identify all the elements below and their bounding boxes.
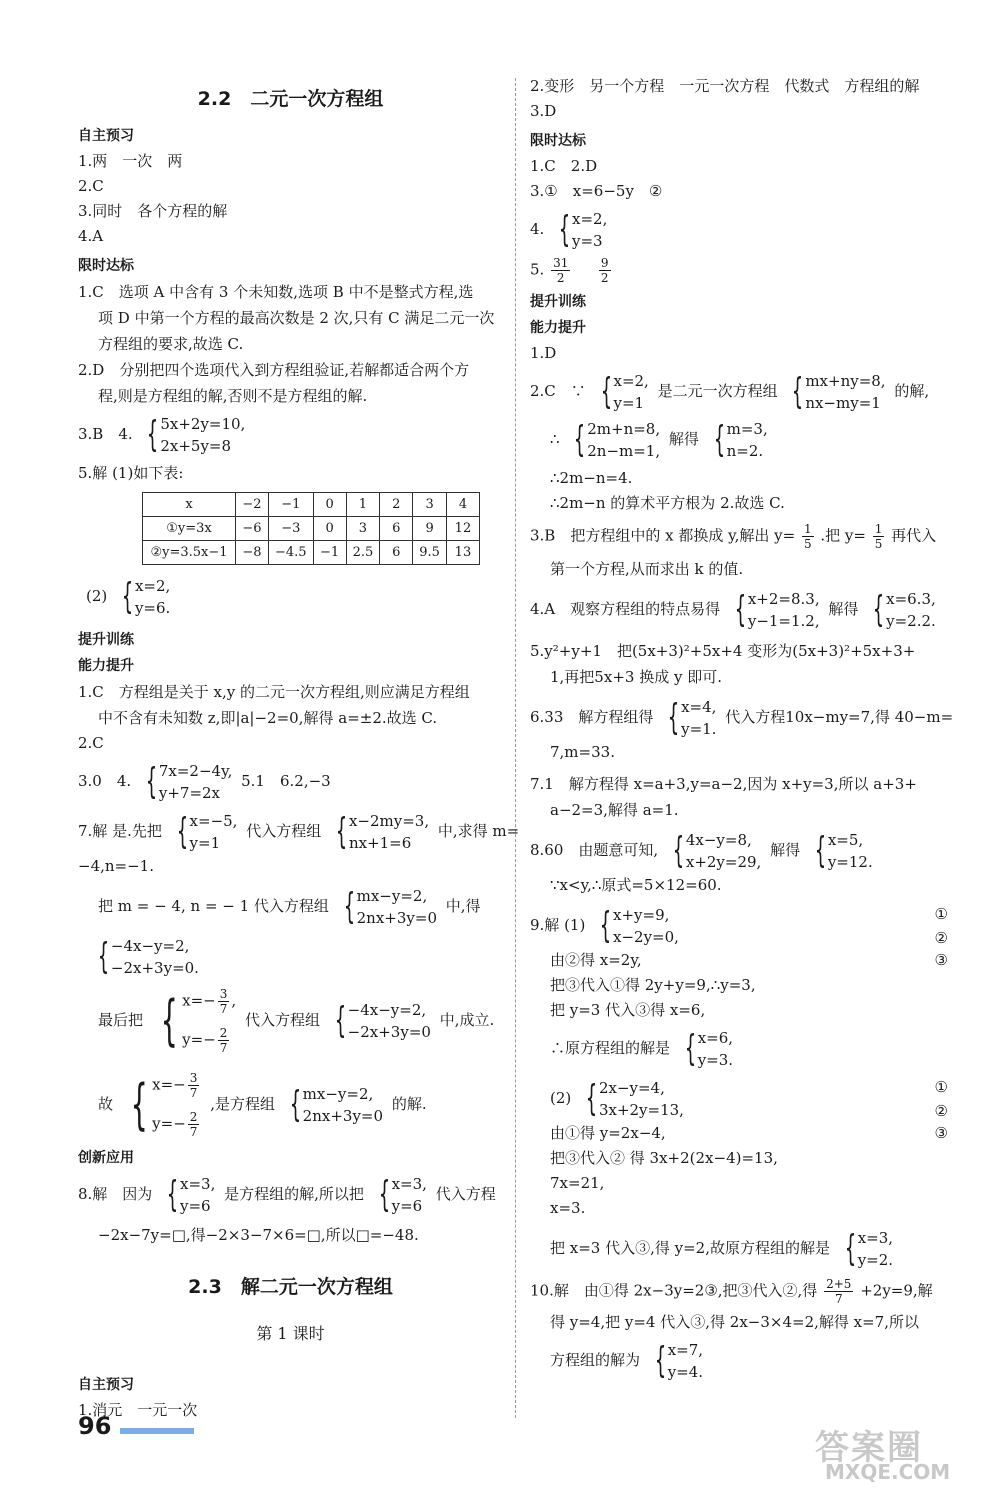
equation-system: { x=6.3, y=2.2. bbox=[872, 589, 936, 630]
section-heading: 能力提升 bbox=[78, 658, 134, 674]
answer-text: 4.A 观察方程组的特点易得 bbox=[530, 600, 721, 618]
answer-line: 第一个方程,从而求出 k 的值. bbox=[550, 560, 744, 578]
answer-text: 是二元一次方程组 bbox=[657, 382, 778, 400]
answer-line bbox=[530, 208, 960, 252]
equation-system: { x=2, y=1 bbox=[600, 371, 649, 412]
equation-system: { x=3, y=2. bbox=[844, 1228, 894, 1269]
answer-text: 3.0 4. bbox=[78, 772, 132, 790]
answer-line bbox=[530, 418, 960, 462]
equation-system: { x+2=8.3, y−1=1.2, bbox=[734, 589, 820, 630]
equation-system: { 5x+2y=10, 2x+5y=8 bbox=[147, 414, 246, 455]
answer-text: 9.解 (1) bbox=[530, 916, 586, 934]
answer-text: 中,得 bbox=[445, 897, 481, 915]
value-table bbox=[142, 492, 480, 565]
answer-text: 项 D 中第一个方程的最高次数是 2 次,只有 C 满足二元一次 bbox=[98, 309, 495, 327]
answer-text: 4. bbox=[530, 220, 545, 238]
answer-line bbox=[78, 810, 520, 854]
answer-line: 1.两 一次 两 bbox=[78, 152, 183, 170]
fraction: $\frac{31}{2}$ bbox=[553, 256, 569, 285]
answer-line: 1.消元 一元一次 bbox=[78, 1401, 198, 1419]
equation-marker: ① bbox=[934, 905, 948, 923]
answer-text: 由②得 x=2y, bbox=[550, 951, 642, 969]
answer-text: 代入方程组 bbox=[246, 822, 322, 840]
answer-text: 8.解 因为 bbox=[78, 1185, 153, 1203]
fraction: $\frac{1}{5}$ bbox=[803, 522, 812, 551]
answer-text: 再代入 bbox=[891, 526, 937, 545]
section-heading: 提升训练 bbox=[530, 294, 586, 310]
answer-text: +2y=9,解 bbox=[860, 1281, 933, 1300]
answer-text: 3.B 4. bbox=[78, 425, 133, 443]
answer-text: 中不含有未知数 z,即|a|−2=0,解得 a=±2.故选 C. bbox=[98, 709, 438, 727]
answer-line bbox=[530, 696, 960, 740]
equation-system: { x=− $\frac{3}{7}$ y=− $\frac{2}{7}$ bbox=[130, 1071, 198, 1139]
answer-line: 2.C bbox=[78, 734, 104, 752]
section-heading: 限时达标 bbox=[78, 258, 134, 274]
watermark-logo bbox=[795, 1420, 985, 1490]
answer-line: 得 y=4,把 y=4 代入③,得 2x−3×4=2,解得 x=7,所以 bbox=[550, 1313, 919, 1331]
section-heading: 提升训练 bbox=[78, 632, 134, 648]
column-divider bbox=[515, 78, 516, 1418]
answer-line: 3.D bbox=[530, 102, 557, 120]
answer-text: .把 y= bbox=[820, 526, 866, 545]
answer-text: 2.D 分别把四个选项代入到方程组验证,若解都适合两个方 bbox=[78, 361, 470, 379]
answer-paragraph bbox=[78, 279, 503, 357]
answer-paragraph bbox=[78, 679, 503, 731]
answer-text: 6.33 解方程组得 bbox=[530, 708, 654, 726]
answer-text: 代入方程 bbox=[435, 1185, 496, 1203]
answer-line: 把③代入①得 2y+y=9,∴y=3, bbox=[550, 976, 756, 994]
answer-paragraph bbox=[78, 357, 503, 409]
page-number: 96 bbox=[78, 1412, 112, 1440]
right-column bbox=[530, 70, 960, 1387]
answer-text: 5. bbox=[530, 260, 545, 279]
equation-system: { x=7, y=4. bbox=[654, 1340, 704, 1381]
answer-line: ∴2m−n=4. bbox=[550, 469, 633, 487]
equation-system: { mx−y=2, 2nx+3y=0 bbox=[343, 886, 437, 927]
answer-line bbox=[530, 370, 960, 414]
equation-system: { −4x−y=2, −2x+3y=0 bbox=[334, 1000, 431, 1041]
answer-line bbox=[78, 760, 503, 804]
equation-system: { 4x−y=8, x+2y=29, bbox=[672, 830, 762, 871]
equation-marker: ② bbox=[934, 929, 948, 947]
equation-system: { m=3, n=2. bbox=[713, 419, 768, 460]
left-column bbox=[78, 70, 520, 1423]
page-number-bar bbox=[120, 1428, 194, 1434]
equation-system: { x=3, y=6 bbox=[378, 1174, 427, 1215]
answer-line bbox=[78, 413, 503, 457]
equation-system: { x+y=9, x−2y=0, bbox=[599, 905, 679, 946]
answer-text: 最后把 bbox=[98, 1011, 144, 1029]
table-row: ①y=3x −6 −3 0 3 6 9 12 bbox=[143, 517, 480, 541]
equation-system: { x=4, y=1. bbox=[667, 697, 717, 738]
answer-line: 1.C 2.D bbox=[530, 157, 598, 175]
equation-system: { −4x−y=2, −2x+3y=0. bbox=[97, 936, 199, 977]
answer-line: 2.C bbox=[78, 177, 104, 195]
answer-line bbox=[530, 1227, 960, 1271]
answer-line: 7,m=33. bbox=[550, 743, 615, 761]
answer-line bbox=[530, 588, 960, 632]
answer-line bbox=[530, 522, 960, 551]
answer-text: ∴原方程组的解是 bbox=[550, 1039, 671, 1057]
answer-line bbox=[78, 1173, 503, 1217]
answer-line: 5.解 (1)如下表: bbox=[78, 464, 184, 482]
answer-text: 方程组的要求,故选 C. bbox=[98, 335, 244, 353]
answer-text: a−2=3,解得 a=1. bbox=[550, 801, 679, 819]
fraction: $\frac{2+5}{7}$ bbox=[826, 1277, 852, 1306]
answer-text: 解得 bbox=[770, 841, 801, 859]
answer-text: 中,成立. bbox=[439, 1011, 495, 1029]
section-heading: 自主预习 bbox=[78, 1377, 134, 1393]
answer-text: 7.解 是.先把 bbox=[78, 822, 162, 840]
section-heading: 限时达标 bbox=[530, 133, 586, 149]
answer-text: 7.1 解方程得 x=a+3,y=a−2,因为 x+y=3,所以 a+3+ bbox=[530, 775, 917, 793]
answer-paragraph bbox=[530, 638, 960, 690]
answer-line bbox=[530, 1077, 960, 1121]
answer-text: 故 bbox=[98, 1095, 114, 1113]
answer-text: 5.1 6.2,−3 bbox=[241, 772, 331, 790]
equation-system: { 2m+n=8, 2n−m=1, bbox=[574, 419, 661, 460]
answer-line: 把③代入② 得 3x+2(2x−4)=13, bbox=[550, 1149, 778, 1167]
answer-text: 代入方程组 bbox=[244, 1011, 320, 1029]
table-row: ②y=3.5x−1 −8 −4.5 −1 2.5 6 9.5 13 bbox=[143, 541, 480, 565]
answer-line: 3.① x=6−5y ② bbox=[530, 182, 663, 200]
equation-system: { 7x=2−4y, y+7=2x bbox=[145, 761, 233, 802]
answer-text: 的解. bbox=[391, 1095, 427, 1113]
answer-line: 1.D bbox=[530, 344, 557, 362]
answer-text: (2) bbox=[550, 1089, 572, 1107]
watermark-text: 答案圈 bbox=[815, 1428, 923, 1468]
watermark-url: MXQE.COM bbox=[825, 1460, 951, 1484]
answer-line bbox=[530, 829, 960, 873]
answer-text: 把 m = − 4, n = − 1 代入方程组 bbox=[98, 897, 329, 915]
answer-line: 4.A bbox=[78, 227, 104, 245]
answer-line: 7x=21, bbox=[550, 1174, 605, 1192]
answer-text: 中,求得 m= bbox=[437, 822, 520, 840]
section-heading: 自主预习 bbox=[78, 128, 134, 144]
fraction: $\frac{1}{5}$ bbox=[874, 522, 883, 551]
answer-line bbox=[530, 1121, 960, 1146]
answer-line: 3.同时 各个方程的解 bbox=[78, 202, 228, 220]
answer-line bbox=[530, 948, 960, 973]
answer-line bbox=[530, 256, 960, 285]
answer-line bbox=[78, 935, 503, 979]
equation-marker: ① bbox=[934, 1078, 948, 1096]
answer-text: 由①得 y=2x−4, bbox=[550, 1124, 666, 1142]
answer-text: 方程组的解为 bbox=[550, 1351, 641, 1369]
equation-system: { x=2, y=3 bbox=[558, 209, 608, 250]
section-title: 2.2 二元一次方程组 bbox=[197, 88, 384, 110]
answer-line bbox=[78, 1071, 503, 1139]
answer-text: 程,则是方程组的解,否则不是方程组的解. bbox=[98, 387, 368, 405]
answer-text: 2.C ∵ bbox=[530, 382, 586, 400]
answer-text: 1.C 方程组是关于 x,y 的二元一次方程组,则应满足方程组 bbox=[78, 683, 470, 701]
answer-text: ,是方程组 bbox=[210, 1095, 275, 1113]
answer-text: ∴ bbox=[550, 430, 560, 448]
answer-line: −4,n=−1. bbox=[78, 857, 154, 875]
equation-system: { x=− $\frac{3}{7}$ , y=− $\frac{2}{7}$ bbox=[160, 987, 237, 1055]
answer-text: 的解, bbox=[894, 382, 930, 400]
equation-marker: ③ bbox=[934, 951, 948, 969]
answer-line: ∴2m−n 的算术平方根为 2.故选 C. bbox=[550, 494, 785, 512]
section-heading: 能力提升 bbox=[530, 320, 586, 336]
answer-line bbox=[78, 987, 503, 1055]
answer-line bbox=[530, 1339, 960, 1383]
equation-system: { x=6, y=3. bbox=[684, 1028, 734, 1069]
answer-line bbox=[86, 575, 503, 619]
answer-text: 是方程组的解,所以把 bbox=[224, 1185, 364, 1203]
answer-line bbox=[78, 885, 503, 929]
equation-system: { mx+ny=8, nx−my=1 bbox=[792, 371, 886, 412]
equation-system: { x−2my=3, nx+1=6 bbox=[335, 811, 430, 852]
answer-line bbox=[530, 904, 960, 948]
answer-line: 把 y=3 代入③得 x=6, bbox=[550, 1001, 706, 1019]
equation-system: { x=−5, y=1 bbox=[176, 811, 238, 852]
answer-paragraph bbox=[530, 771, 960, 823]
equation-marker: ② bbox=[934, 1102, 948, 1120]
section-heading: 创新应用 bbox=[78, 1150, 134, 1166]
equation-system: { x=2, y=6. bbox=[121, 576, 171, 617]
answer-text: (2) bbox=[86, 587, 108, 605]
answer-line: −2x−7y=□,得−2×3−7×6=□,所以□=−48. bbox=[98, 1226, 419, 1244]
answer-text: 解得 bbox=[668, 430, 699, 448]
answer-line bbox=[530, 1277, 960, 1306]
answer-text: 代入方程10x−my=7,得 40−m= bbox=[725, 708, 954, 726]
answer-text: 5.y²+y+1 把(5x+3)²+5x+4 变形为(5x+3)²+5x+3+ bbox=[530, 642, 916, 660]
equation-system: { 2x−y=4, 3x+2y=13, bbox=[585, 1078, 684, 1119]
equation-system: { x=5, y=12. bbox=[814, 830, 873, 871]
answer-text: 把 x=3 代入③,得 y=2,故原方程组的解是 bbox=[550, 1239, 830, 1257]
answer-line bbox=[530, 1027, 960, 1071]
answer-line: 2.变形 另一个方程 一元一次方程 代数式 方程组的解 bbox=[530, 77, 920, 95]
equation-marker: ③ bbox=[934, 1124, 948, 1142]
answer-text: 3.B 把方程组中的 x 都换成 y,解出 y= bbox=[530, 526, 796, 545]
answer-text: 10.解 由①得 2x−3y=2③,把③代入②,得 bbox=[530, 1281, 818, 1300]
answer-text: 8.60 由题意可知, bbox=[530, 841, 659, 859]
section-title: 2.3 解二元一次方程组 bbox=[188, 1276, 393, 1298]
answer-text: 解得 bbox=[828, 600, 859, 618]
table-row: x −2 −1 0 1 2 3 4 bbox=[143, 493, 480, 517]
answer-line: x=3. bbox=[550, 1199, 586, 1217]
answer-text: 1,再把5x+3 换成 y 即可. bbox=[550, 668, 722, 686]
answer-text: 1.C 选项 A 中含有 3 个未知数,选项 B 中不是整式方程,选 bbox=[78, 283, 474, 301]
fraction: $\frac{9}{2}$ bbox=[600, 256, 609, 285]
answer-line: ∵x<y,∴原式=5×12=60. bbox=[550, 876, 722, 894]
lesson-subtitle: 第 1 课时 bbox=[256, 1324, 325, 1343]
equation-system: { x=3, y=6 bbox=[166, 1174, 216, 1215]
equation-system: { mx−y=2, 2nx+3y=0 bbox=[289, 1084, 384, 1125]
